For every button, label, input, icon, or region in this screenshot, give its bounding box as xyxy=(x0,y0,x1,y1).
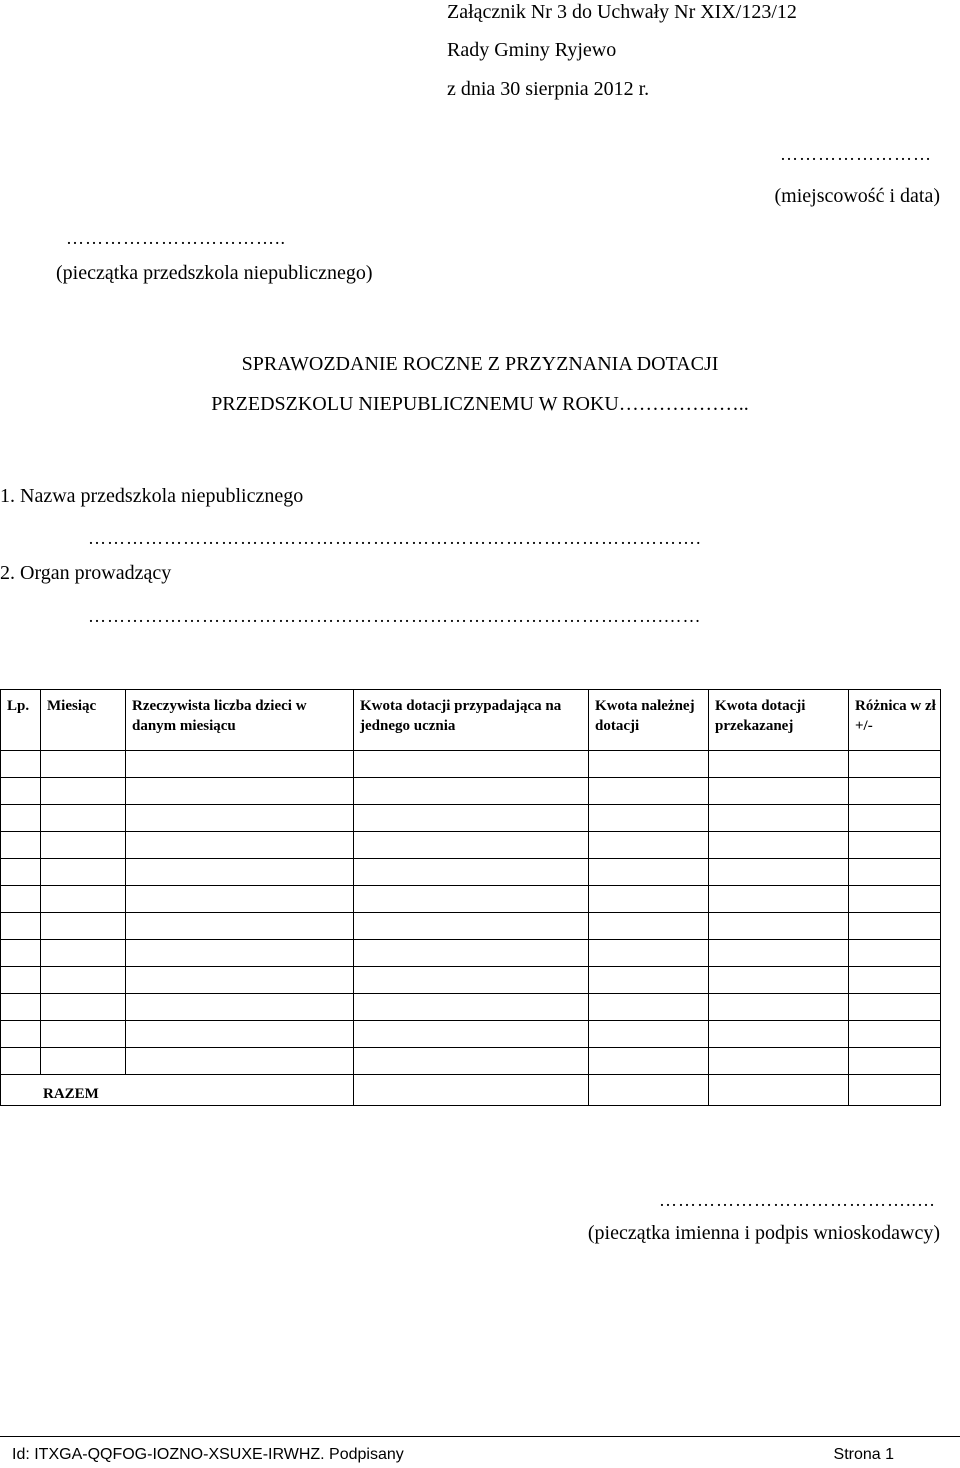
cell[interactable] xyxy=(354,1075,589,1106)
cell[interactable] xyxy=(589,940,709,967)
signature-caption: (pieczątka imienna i podpis wnioskodawcy) xyxy=(587,1222,940,1244)
cell[interactable] xyxy=(41,805,126,832)
cell[interactable] xyxy=(589,832,709,859)
cell[interactable] xyxy=(41,859,126,886)
cell[interactable] xyxy=(849,751,941,778)
cell[interactable] xyxy=(1,805,41,832)
cell[interactable] xyxy=(41,751,126,778)
cell[interactable] xyxy=(354,805,589,832)
cell[interactable] xyxy=(849,967,941,994)
cell[interactable] xyxy=(126,913,354,940)
cell[interactable] xyxy=(1,1048,41,1075)
cell[interactable] xyxy=(126,1048,354,1075)
cell[interactable] xyxy=(709,805,849,832)
cell[interactable] xyxy=(1,913,41,940)
cell[interactable] xyxy=(589,913,709,940)
cell[interactable] xyxy=(849,1048,941,1075)
cell[interactable] xyxy=(41,1021,126,1048)
cell[interactable] xyxy=(354,886,589,913)
table-row xyxy=(1,886,941,913)
cell[interactable] xyxy=(126,886,354,913)
cell[interactable] xyxy=(354,1048,589,1075)
header-due-amount: Kwota należnej dotacji xyxy=(589,690,709,751)
header-amount-per-pupil: Kwota dotacji przypadająca na jednego ucznia xyxy=(354,690,589,751)
stamp-dots: …………………………….. xyxy=(66,228,286,248)
cell[interactable] xyxy=(354,1021,589,1048)
cell[interactable] xyxy=(126,832,354,859)
cell[interactable] xyxy=(849,940,941,967)
cell[interactable] xyxy=(41,967,126,994)
table-row xyxy=(1,994,941,1021)
header-lp: Lp. xyxy=(1,690,41,751)
cell[interactable] xyxy=(709,832,849,859)
cell[interactable] xyxy=(354,913,589,940)
table-row xyxy=(1,1048,941,1075)
cell[interactable] xyxy=(849,1075,941,1106)
cell[interactable] xyxy=(1,994,41,1021)
table-row xyxy=(1,1021,941,1048)
cell[interactable] xyxy=(126,778,354,805)
cell[interactable] xyxy=(589,994,709,1021)
cell[interactable] xyxy=(126,994,354,1021)
cell[interactable] xyxy=(1,940,41,967)
cell[interactable] xyxy=(589,967,709,994)
cell[interactable] xyxy=(709,751,849,778)
table-row xyxy=(1,859,941,886)
cell[interactable] xyxy=(354,940,589,967)
table-row xyxy=(1,778,941,805)
table-row xyxy=(1,751,941,778)
cell[interactable] xyxy=(589,886,709,913)
header-children-count: Rzeczywista liczba dzieci w danym miesiącu xyxy=(126,690,354,751)
table-row xyxy=(1,832,941,859)
cell[interactable] xyxy=(41,940,126,967)
table-header-row xyxy=(1,690,941,751)
cell[interactable] xyxy=(1,886,41,913)
cell[interactable] xyxy=(589,1021,709,1048)
cell[interactable] xyxy=(709,1021,849,1048)
table-row xyxy=(1,913,941,940)
cell[interactable] xyxy=(589,859,709,886)
cell[interactable] xyxy=(354,778,589,805)
preschool-name-label: 1. Nazwa przedszkola niepublicznego xyxy=(0,485,304,507)
report-title-line-1: SPRAWOZDANIE ROCZNE Z PRZYZNANIA DOTACJI xyxy=(241,353,719,375)
cell[interactable] xyxy=(589,778,709,805)
report-title-line-2: PRZEDSZKOLU NIEPUBLICZNEMU W ROKU……………….. xyxy=(211,393,749,415)
cell[interactable] xyxy=(709,994,849,1021)
place-date-caption: (miejscowość i data) xyxy=(774,185,940,207)
cell[interactable] xyxy=(849,886,941,913)
total-label: RAZEM xyxy=(1,1075,354,1106)
cell[interactable] xyxy=(709,1048,849,1075)
cell[interactable] xyxy=(709,859,849,886)
cell[interactable] xyxy=(41,778,126,805)
document-id: Id: ITXGA-QQFOG-IOZNO-XSUXE-IRWHZ. Podpisany xyxy=(12,1446,404,1463)
cell[interactable] xyxy=(126,967,354,994)
cell[interactable] xyxy=(126,940,354,967)
subsidy-report-table xyxy=(0,689,941,1106)
cell[interactable] xyxy=(849,805,941,832)
annex-line-2: Rady Gminy Ryjewo xyxy=(447,39,617,61)
preschool-name-dots: ……………………………………………………………………………………. xyxy=(88,528,702,548)
cell[interactable] xyxy=(41,1048,126,1075)
cell[interactable] xyxy=(1,1021,41,1048)
cell[interactable] xyxy=(589,1075,709,1106)
cell[interactable] xyxy=(126,859,354,886)
cell[interactable] xyxy=(849,778,941,805)
cell[interactable] xyxy=(709,940,849,967)
cell[interactable] xyxy=(126,751,354,778)
cell[interactable] xyxy=(589,1048,709,1075)
cell[interactable] xyxy=(709,778,849,805)
header-transferred-amount: Kwota dotacji przekazanej xyxy=(709,690,849,751)
stamp-caption: (pieczątka przedszkola niepublicznego) xyxy=(56,262,373,284)
cell[interactable] xyxy=(41,832,126,859)
header-difference: Różnica w zł +/- xyxy=(849,690,941,751)
place-date-dots: …………………… xyxy=(780,144,932,164)
cell[interactable] xyxy=(1,832,41,859)
cell[interactable] xyxy=(41,913,126,940)
cell[interactable] xyxy=(1,778,41,805)
cell[interactable] xyxy=(849,994,941,1021)
cell[interactable] xyxy=(354,859,589,886)
cell[interactable] xyxy=(849,1021,941,1048)
cell[interactable] xyxy=(849,832,941,859)
cell[interactable] xyxy=(1,859,41,886)
annex-line-1: Załącznik Nr 3 do Uchwały Nr XIX/123/12 xyxy=(447,1,797,23)
cell[interactable] xyxy=(849,913,941,940)
cell[interactable] xyxy=(849,859,941,886)
cell[interactable] xyxy=(589,751,709,778)
cell[interactable] xyxy=(589,805,709,832)
header-month: Miesiąc xyxy=(41,690,126,751)
table-row xyxy=(1,940,941,967)
cell[interactable] xyxy=(126,1021,354,1048)
cell[interactable] xyxy=(1,967,41,994)
page-number: Strona 1 xyxy=(833,1446,894,1463)
cell[interactable] xyxy=(709,967,849,994)
cell[interactable] xyxy=(709,1075,849,1106)
cell[interactable] xyxy=(41,994,126,1021)
signature-dots: …………………………………..… xyxy=(659,1190,936,1210)
cell[interactable] xyxy=(41,886,126,913)
annex-line-3: z dnia 30 sierpnia 2012 r. xyxy=(447,78,650,100)
cell[interactable] xyxy=(354,832,589,859)
cell[interactable] xyxy=(709,886,849,913)
cell[interactable] xyxy=(1,751,41,778)
cell[interactable] xyxy=(354,967,589,994)
table-row xyxy=(1,805,941,832)
cell[interactable] xyxy=(354,994,589,1021)
cell[interactable] xyxy=(709,913,849,940)
governing-body-dots: ……………………………………………………………………………….…… xyxy=(88,606,702,626)
table-total-row xyxy=(1,1075,941,1106)
governing-body-label: 2. Organ prowadzący xyxy=(0,562,172,584)
footer-divider xyxy=(0,1436,960,1437)
table-row xyxy=(1,967,941,994)
cell[interactable] xyxy=(354,751,589,778)
cell[interactable] xyxy=(126,805,354,832)
